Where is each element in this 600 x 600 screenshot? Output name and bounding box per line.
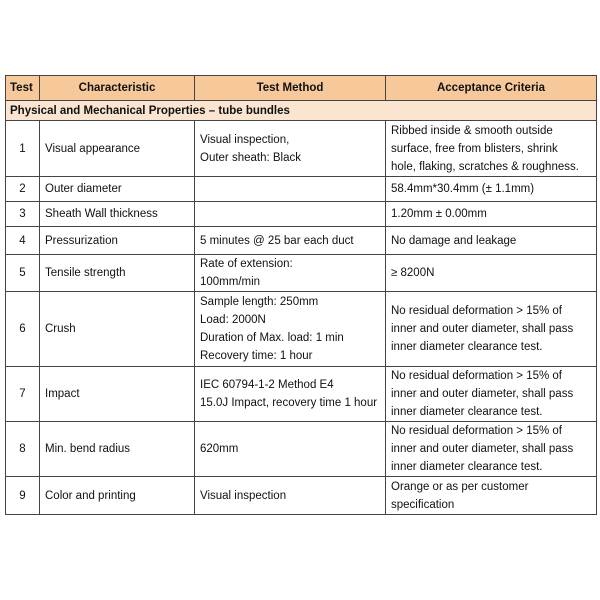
criteria-line: No residual deformation > 15% of <box>391 425 563 437</box>
test-method-cell <box>195 227 386 255</box>
test-method-cell <box>195 367 386 422</box>
criteria-line: inner and outer diameter, shall pass <box>391 323 574 335</box>
header-acceptance-criteria: Acceptance Criteria <box>386 76 597 101</box>
criteria-line: inner diameter clearance test. <box>391 341 543 353</box>
table-body <box>6 101 597 515</box>
acceptance-criteria-cell <box>386 292 597 367</box>
criteria-line: 1.20mm ± 0.00mm <box>391 208 487 220</box>
test-number: 2 <box>6 177 40 202</box>
acceptance-criteria-cell <box>386 367 597 422</box>
test-method-line: Recovery time: 1 hour <box>200 350 313 362</box>
criteria-line: inner diameter clearance test. <box>391 406 543 418</box>
test-number: 8 <box>6 422 40 477</box>
criteria-line: No damage and leakage <box>391 234 517 247</box>
characteristic-cell: Color and printing <box>40 477 195 515</box>
test-method-cell <box>195 292 386 367</box>
table-row <box>6 202 597 227</box>
criteria-line: ≥ 8200N <box>391 267 435 279</box>
criteria-line: surface, free from blisters, shrink <box>391 142 558 155</box>
section-title: Physical and Mechanical Properties – tube bundles <box>6 101 597 121</box>
table-row <box>6 477 597 515</box>
test-method-cell <box>195 422 386 477</box>
table-row <box>6 177 597 202</box>
test-method-cell <box>195 121 386 177</box>
test-method-line: 100mm/min <box>200 276 261 288</box>
test-number: 5 <box>6 255 40 292</box>
characteristic-cell: Pressurization <box>40 227 195 255</box>
test-number: 6 <box>6 292 40 367</box>
characteristic-cell: Visual appearance <box>40 121 195 177</box>
test-method-line: Sample length: 250mm <box>200 296 319 308</box>
characteristic-cell: Min. bend radius <box>40 422 195 477</box>
test-number: 4 <box>6 227 40 255</box>
criteria-line: Orange or as per customer <box>391 480 529 493</box>
characteristic-cell: Impact <box>40 367 195 422</box>
test-number: 3 <box>6 202 40 227</box>
criteria-line: inner and outer diameter, shall pass <box>391 388 574 400</box>
criteria-line: inner diameter clearance test. <box>391 461 543 473</box>
acceptance-criteria-cell <box>386 121 597 177</box>
criteria-line: Ribbed inside & smooth outside <box>391 124 553 137</box>
test-number: 7 <box>6 367 40 422</box>
test-method-line: 5 minutes @ 25 bar each duct <box>200 234 354 247</box>
table-row <box>6 255 597 292</box>
test-method-line: Duration of Max. load: 1 min <box>200 332 344 344</box>
characteristic-cell: Sheath Wall thickness <box>40 202 195 227</box>
test-method-line: 620mm <box>200 443 239 455</box>
acceptance-criteria-cell <box>386 227 597 255</box>
spec-table <box>5 75 597 515</box>
characteristic-cell: Outer diameter <box>40 177 195 202</box>
table-row <box>6 121 597 177</box>
criteria-line: hole, flaking, scratches & roughness. <box>391 160 579 173</box>
criteria-line: No residual deformation > 15% of <box>391 305 563 317</box>
acceptance-criteria-cell <box>386 255 597 292</box>
header-test: Test <box>6 76 40 101</box>
test-method-line: Visual inspection, <box>200 133 290 146</box>
table-row <box>6 422 597 477</box>
test-method-cell <box>195 255 386 292</box>
table-row <box>6 292 597 367</box>
acceptance-criteria-cell <box>386 422 597 477</box>
criteria-line: inner and outer diameter, shall pass <box>391 443 574 455</box>
test-method-cell <box>195 477 386 515</box>
characteristic-cell: Tensile strength <box>40 255 195 292</box>
acceptance-criteria-cell <box>386 477 597 515</box>
characteristic-cell: Crush <box>40 292 195 367</box>
criteria-line: specification <box>391 498 455 511</box>
criteria-line: No residual deformation > 15% of <box>391 370 563 382</box>
table-header-row <box>6 76 597 101</box>
acceptance-criteria-cell <box>386 202 597 227</box>
section-row <box>6 101 597 121</box>
acceptance-criteria-cell <box>386 177 597 202</box>
test-method-line: Outer sheath: Black <box>200 151 301 164</box>
test-method-cell <box>195 202 386 227</box>
criteria-line: 58.4mm*30.4mm (± 1.1mm) <box>391 183 535 195</box>
header-characteristic: Characteristic <box>40 76 195 101</box>
test-method-line: Load: 2000N <box>200 314 266 326</box>
test-method-line: Visual inspection <box>200 489 287 502</box>
test-method-line: IEC 60794-1-2 Method E4 <box>200 379 334 391</box>
table-row <box>6 227 597 255</box>
test-number: 1 <box>6 121 40 177</box>
table-row <box>6 367 597 422</box>
header-test-method: Test Method <box>195 76 386 101</box>
test-number: 9 <box>6 477 40 515</box>
test-method-cell <box>195 177 386 202</box>
test-method-line: Rate of extension: <box>200 258 293 270</box>
test-method-line: 15.0J Impact, recovery time 1 hour <box>200 397 378 409</box>
